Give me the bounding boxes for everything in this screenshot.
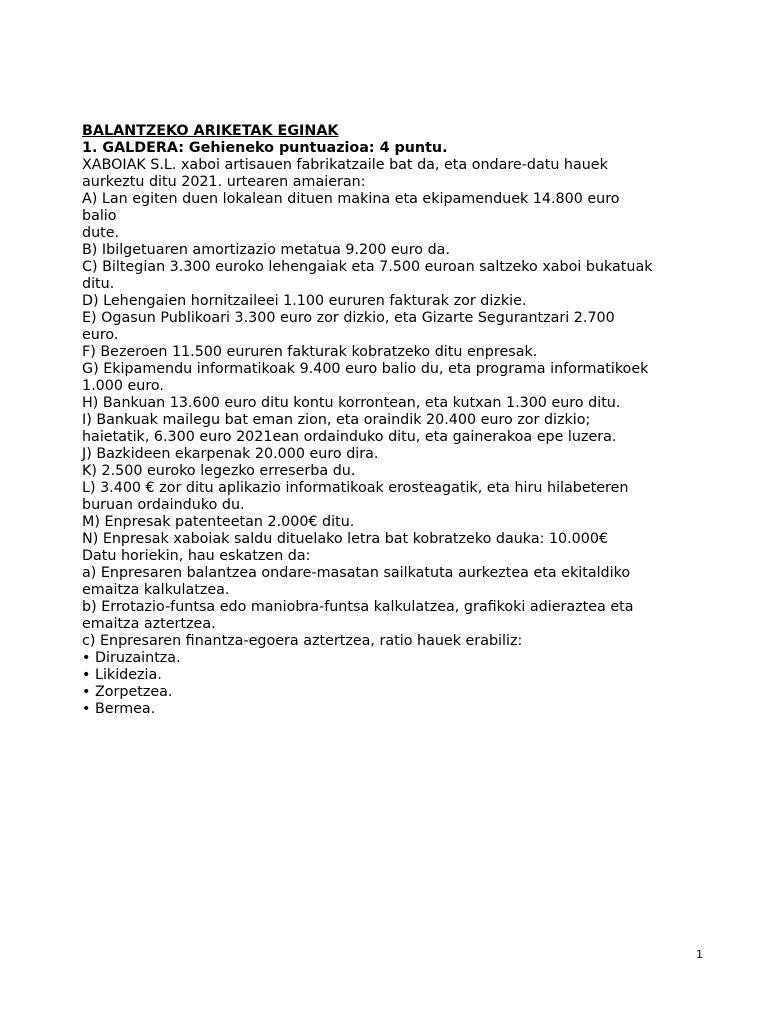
text-line: a) Enpresaren balantzea ondare-masatan sailkatuta aurkeztea eta ekitaldiko <box>82 565 631 581</box>
text-line: dute. <box>82 225 120 241</box>
text-line: K) 2.500 euroko legezko erreserba du. <box>82 463 356 479</box>
document-body <box>82 123 712 718</box>
text-line: haietatik, 6.300 euro 2021ean ordainduko ditu, eta gainerakoa epe luzera. <box>82 429 617 445</box>
text-line: I) Bankuak mailegu bat eman zion, eta oraindik 20.400 euro zor dizkio; <box>82 412 591 428</box>
text-line: c) Enpresaren finantza-egoera aztertzea, ratio hauek erabiliz: <box>82 633 523 649</box>
question-heading: 1. GALDERA: Gehieneko puntuazioa: 4 puntu. <box>82 140 448 156</box>
bullet-item: • Zorpetzea. <box>82 684 173 700</box>
text-line: G) Ekipamendu informatikoak 9.400 euro balio du, eta programa informatikoek <box>82 361 649 377</box>
text-line: emaitza kalkulatzea. <box>82 582 230 598</box>
text-line: 1.000 euro. <box>82 378 164 394</box>
text-line: B) Ibilgetuaren amortizazio metatua 9.200 euro da. <box>82 242 450 258</box>
text-line: Datu horiekin, hau eskatzen da: <box>82 548 311 564</box>
text-line: F) Bezeroen 11.500 eururen fakturak kobratzeko ditu enpresak. <box>82 344 538 360</box>
text-line: buruan ordainduko du. <box>82 497 245 513</box>
text-line: balio <box>82 208 117 224</box>
text-line: euro. <box>82 327 119 343</box>
text-line: H) Bankuan 13.600 euro ditu kontu korrontean, eta kutxan 1.300 euro ditu. <box>82 395 621 411</box>
text-line: D) Lehengaien hornitzaileei 1.100 eururen fakturak zor dizkie. <box>82 293 527 309</box>
text-line: E) Ogasun Publikoari 3.300 euro zor dizkio, eta Gizarte Segurantzari 2.700 <box>82 310 615 326</box>
text-line: C) Biltegian 3.300 euroko lehengaiak eta 7.500 euroan saltzeko xaboi bukatuak <box>82 259 653 275</box>
text-line: emaitza aztertzea. <box>82 616 216 632</box>
bullet-item: • Likidezia. <box>82 667 162 683</box>
text-line: A) Lan egiten duen lokalean dituen makina eta ekipamenduek 14.800 euro <box>82 191 620 207</box>
text-line: M) Enpresak patenteetan 2.000€ ditu. <box>82 514 355 530</box>
text-line: J) Bazkideen ekarpenak 20.000 euro dira. <box>82 446 379 462</box>
page-number: 1 <box>696 948 703 961</box>
bullet-item: • Bermea. <box>82 701 156 717</box>
text-line: L) 3.400 € zor ditu aplikazio informatikoak erosteagatik, eta hiru hilabeteren <box>82 480 629 496</box>
bullet-item: • Diruzaintza. <box>82 650 181 666</box>
document-title: BALANTZEKO ARIKETAK EGINAK <box>82 123 339 139</box>
text-line: ditu. <box>82 276 115 292</box>
text-line: N) Enpresak xaboiak saldu dituelako letra bat kobratzeko dauka: 10.000€ <box>82 531 609 547</box>
text-line: b) Errotazio-funtsa edo maniobra-funtsa kalkulatzea, grafikoki adieraztea eta <box>82 599 634 615</box>
text-line: aurkeztu ditu 2021. urtearen amaieran: <box>82 174 366 190</box>
text-line: XABOIAK S.L. xaboi artisauen fabrikatzaile bat da, eta ondare-datu hauek <box>82 157 608 173</box>
